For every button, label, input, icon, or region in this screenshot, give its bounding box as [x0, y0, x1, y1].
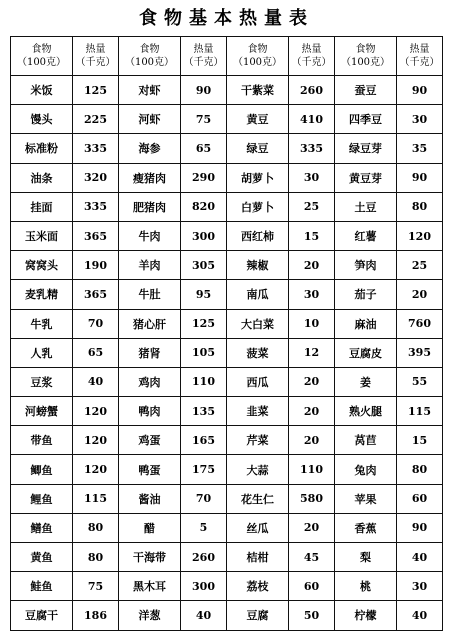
food-name-cell: 猪心肝 [119, 309, 181, 338]
calorie-value-cell: 186 [73, 601, 119, 630]
kcal-column-header [181, 37, 227, 76]
calorie-value-cell: 365 [73, 221, 119, 250]
calorie-value-cell: 80 [73, 513, 119, 542]
food-name-cell: 大白菜 [227, 309, 289, 338]
food-name-cell: 四季豆 [335, 105, 397, 134]
food-name-cell: 绿豆 [227, 134, 289, 163]
calorie-value-cell: 120 [397, 221, 443, 250]
food-name-cell: 蚕豆 [335, 76, 397, 105]
table-row [11, 426, 443, 455]
table-row [11, 572, 443, 601]
calorie-value-cell: 20 [289, 367, 335, 396]
food-name-cell: 人乳 [11, 338, 73, 367]
food-name-cell: 大蒜 [227, 455, 289, 484]
table-row [11, 105, 443, 134]
calorie-value-cell: 5 [181, 513, 227, 542]
food-name-cell: 鲫鱼 [11, 455, 73, 484]
calorie-value-cell: 110 [181, 367, 227, 396]
food-name-cell: 海参 [119, 134, 181, 163]
food-header-label: 食物 [31, 44, 52, 55]
food-name-cell: 豆浆 [11, 367, 73, 396]
calorie-value-cell: 165 [181, 426, 227, 455]
table-row [11, 455, 443, 484]
food-name-cell: 菠菜 [227, 338, 289, 367]
food-name-cell: 挂面 [11, 192, 73, 221]
food-name-cell: 洋葱 [119, 601, 181, 630]
food-header-label: 食物 [355, 44, 376, 55]
calorie-value-cell: 335 [73, 134, 119, 163]
calorie-value-cell: 12 [289, 338, 335, 367]
calorie-value-cell: 15 [289, 221, 335, 250]
calorie-value-cell: 30 [289, 280, 335, 309]
table-row [11, 280, 443, 309]
kcal-column-header [289, 37, 335, 76]
calorie-value-cell: 40 [397, 543, 443, 572]
food-name-cell: 牛肉 [119, 221, 181, 250]
food-name-cell: 豆腐 [227, 601, 289, 630]
calorie-value-cell: 110 [289, 455, 335, 484]
calorie-value-cell: 15 [397, 426, 443, 455]
calorie-value-cell: 95 [181, 280, 227, 309]
table-row [11, 543, 443, 572]
food-name-cell: 南瓜 [227, 280, 289, 309]
food-name-cell: 梨 [335, 543, 397, 572]
kcal-header-label: 热量 [85, 44, 106, 55]
food-name-cell: 姜 [335, 367, 397, 396]
food-name-cell: 绿豆芽 [335, 134, 397, 163]
food-name-cell: 米饭 [11, 76, 73, 105]
kcal-header-unit: （千克） [291, 57, 332, 68]
calorie-value-cell: 75 [73, 572, 119, 601]
food-name-cell: 醋 [119, 513, 181, 542]
food-column-header [227, 37, 289, 76]
calorie-value-cell: 20 [289, 397, 335, 426]
table-row [11, 397, 443, 426]
table-row [11, 309, 443, 338]
table-row [11, 484, 443, 513]
food-column-header [11, 37, 73, 76]
calorie-value-cell: 60 [289, 572, 335, 601]
food-column-header [119, 37, 181, 76]
food-name-cell: 西红柿 [227, 221, 289, 250]
calorie-value-cell: 760 [397, 309, 443, 338]
food-header-unit: （100克） [232, 57, 283, 68]
calorie-value-cell: 40 [397, 601, 443, 630]
calorie-value-cell: 300 [181, 221, 227, 250]
calorie-value-cell: 820 [181, 192, 227, 221]
page-title: 食物基本热量表 [139, 8, 314, 29]
calorie-value-cell: 135 [181, 397, 227, 426]
calorie-value-cell: 40 [181, 601, 227, 630]
food-name-cell: 辣椒 [227, 251, 289, 280]
calorie-value-cell: 120 [73, 397, 119, 426]
calorie-value-cell: 20 [397, 280, 443, 309]
calorie-value-cell: 120 [73, 426, 119, 455]
calorie-value-cell: 65 [181, 134, 227, 163]
kcal-header-unit: （千克） [399, 57, 440, 68]
food-name-cell: 河虾 [119, 105, 181, 134]
calorie-value-cell: 80 [397, 192, 443, 221]
calorie-value-cell: 60 [397, 484, 443, 513]
food-name-cell: 酱油 [119, 484, 181, 513]
kcal-header-label: 热量 [193, 44, 214, 55]
table-row [11, 601, 443, 630]
food-name-cell: 兔肉 [335, 455, 397, 484]
food-name-cell: 黑木耳 [119, 572, 181, 601]
calorie-value-cell: 300 [181, 572, 227, 601]
calorie-value-cell: 25 [289, 192, 335, 221]
calorie-value-cell: 260 [289, 76, 335, 105]
kcal-header-label: 热量 [409, 44, 430, 55]
food-header-label: 食物 [139, 44, 160, 55]
food-name-cell: 干海带 [119, 543, 181, 572]
calorie-value-cell: 335 [289, 134, 335, 163]
food-name-cell: 带鱼 [11, 426, 73, 455]
food-name-cell: 西瓜 [227, 367, 289, 396]
calorie-value-cell: 20 [289, 513, 335, 542]
food-name-cell: 玉米面 [11, 221, 73, 250]
calorie-value-cell: 335 [73, 192, 119, 221]
food-header-unit: （100克） [16, 57, 67, 68]
food-name-cell: 鸡肉 [119, 367, 181, 396]
calorie-value-cell: 50 [289, 601, 335, 630]
calorie-value-cell: 65 [73, 338, 119, 367]
calorie-value-cell: 125 [181, 309, 227, 338]
food-name-cell: 荔枝 [227, 572, 289, 601]
food-name-cell: 牛乳 [11, 309, 73, 338]
kcal-header-unit: （千克） [75, 57, 116, 68]
calorie-value-cell: 395 [397, 338, 443, 367]
kcal-header-label: 热量 [301, 44, 322, 55]
food-name-cell: 干紫菜 [227, 76, 289, 105]
calorie-value-cell: 30 [289, 163, 335, 192]
food-name-cell: 麦乳精 [11, 280, 73, 309]
calorie-value-cell: 90 [397, 76, 443, 105]
calorie-value-cell: 45 [289, 543, 335, 572]
calorie-value-cell: 580 [289, 484, 335, 513]
calorie-value-cell: 80 [73, 543, 119, 572]
food-name-cell: 黄鱼 [11, 543, 73, 572]
food-name-cell: 桃 [335, 572, 397, 601]
calorie-value-cell: 125 [73, 76, 119, 105]
food-name-cell: 鸭蛋 [119, 455, 181, 484]
food-header-unit: （100克） [124, 57, 175, 68]
calorie-value-cell: 90 [397, 513, 443, 542]
food-name-cell: 丝瓜 [227, 513, 289, 542]
calorie-value-cell: 190 [73, 251, 119, 280]
calorie-value-cell: 20 [289, 426, 335, 455]
food-name-cell: 柠檬 [335, 601, 397, 630]
calorie-value-cell: 30 [397, 105, 443, 134]
table-row [11, 76, 443, 105]
food-name-cell: 牛肚 [119, 280, 181, 309]
calorie-value-cell: 40 [73, 367, 119, 396]
calorie-value-cell: 175 [181, 455, 227, 484]
calorie-value-cell: 80 [397, 455, 443, 484]
calorie-value-cell: 20 [289, 251, 335, 280]
calorie-value-cell: 90 [397, 163, 443, 192]
kcal-column-header [397, 37, 443, 76]
food-name-cell: 鸡蛋 [119, 426, 181, 455]
food-name-cell: 韭菜 [227, 397, 289, 426]
calorie-value-cell: 55 [397, 367, 443, 396]
table-row [11, 163, 443, 192]
calorie-value-cell: 305 [181, 251, 227, 280]
food-name-cell: 苹果 [335, 484, 397, 513]
food-name-cell: 茄子 [335, 280, 397, 309]
calorie-value-cell: 120 [73, 455, 119, 484]
food-name-cell: 芹菜 [227, 426, 289, 455]
food-name-cell: 香蕉 [335, 513, 397, 542]
calorie-value-cell: 25 [397, 251, 443, 280]
calorie-value-cell: 365 [73, 280, 119, 309]
food-name-cell: 瘦猪肉 [119, 163, 181, 192]
table-row [11, 367, 443, 396]
calorie-value-cell: 10 [289, 309, 335, 338]
food-name-cell: 油条 [11, 163, 73, 192]
food-name-cell: 鲑鱼 [11, 572, 73, 601]
calorie-value-cell: 225 [73, 105, 119, 134]
food-name-cell: 红薯 [335, 221, 397, 250]
food-name-cell: 标准粉 [11, 134, 73, 163]
food-name-cell: 猪肾 [119, 338, 181, 367]
table-body [11, 76, 443, 631]
food-name-cell: 黄豆芽 [335, 163, 397, 192]
calorie-value-cell: 70 [181, 484, 227, 513]
calorie-value-cell: 115 [73, 484, 119, 513]
calorie-value-cell: 115 [397, 397, 443, 426]
food-name-cell: 花生仁 [227, 484, 289, 513]
calorie-value-cell: 70 [73, 309, 119, 338]
kcal-header-unit: （千克） [183, 57, 224, 68]
table-row [11, 251, 443, 280]
food-name-cell: 桔柑 [227, 543, 289, 572]
table-row [11, 134, 443, 163]
food-name-cell: 鲤鱼 [11, 484, 73, 513]
food-name-cell: 麻油 [335, 309, 397, 338]
food-name-cell: 馒头 [11, 105, 73, 134]
calorie-value-cell: 75 [181, 105, 227, 134]
food-column-header [335, 37, 397, 76]
food-name-cell: 窝窝头 [11, 251, 73, 280]
food-name-cell: 熟火腿 [335, 397, 397, 426]
calorie-value-cell: 35 [397, 134, 443, 163]
food-name-cell: 黄豆 [227, 105, 289, 134]
food-name-cell: 莴苣 [335, 426, 397, 455]
food-header-unit: （100克） [340, 57, 391, 68]
kcal-column-header [73, 37, 119, 76]
food-name-cell: 土豆 [335, 192, 397, 221]
food-name-cell: 羊肉 [119, 251, 181, 280]
calorie-value-cell: 410 [289, 105, 335, 134]
table-row [11, 221, 443, 250]
calorie-value-cell: 320 [73, 163, 119, 192]
calorie-value-cell: 105 [181, 338, 227, 367]
table-row [11, 513, 443, 542]
food-name-cell: 对虾 [119, 76, 181, 105]
food-name-cell: 胡萝卜 [227, 163, 289, 192]
calorie-value-cell: 30 [397, 572, 443, 601]
food-name-cell: 豆腐皮 [335, 338, 397, 367]
calorie-value-cell: 260 [181, 543, 227, 572]
table-row [11, 338, 443, 367]
calorie-value-cell: 290 [181, 163, 227, 192]
food-name-cell: 笋肉 [335, 251, 397, 280]
food-name-cell: 河螃蟹 [11, 397, 73, 426]
food-name-cell: 鳝鱼 [11, 513, 73, 542]
food-name-cell: 豆腐干 [11, 601, 73, 630]
calorie-table [10, 36, 443, 631]
food-header-label: 食物 [247, 44, 268, 55]
food-name-cell: 白萝卜 [227, 192, 289, 221]
calorie-value-cell: 90 [181, 76, 227, 105]
food-name-cell: 肥猪肉 [119, 192, 181, 221]
food-name-cell: 鸭肉 [119, 397, 181, 426]
table-header-row [11, 37, 443, 76]
table-row [11, 192, 443, 221]
